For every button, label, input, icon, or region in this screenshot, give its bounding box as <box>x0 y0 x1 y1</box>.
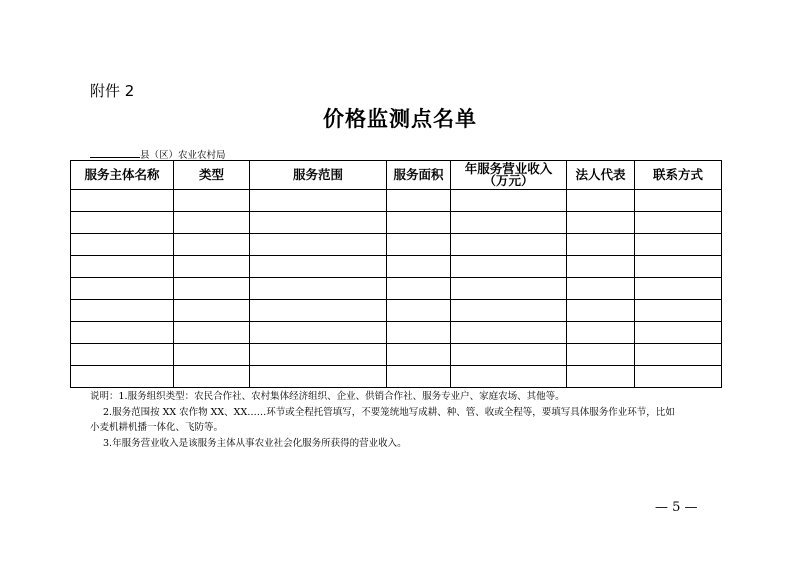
table-row <box>71 300 722 322</box>
header-entity-name: 服务主体名称 <box>71 161 174 190</box>
bureau-line <box>90 147 226 161</box>
table-cell <box>567 278 635 300</box>
table-cell <box>635 190 722 212</box>
bureau-suffix: 县（区）农业农村局 <box>140 150 226 161</box>
table-cell <box>71 190 174 212</box>
table-cell <box>387 322 451 344</box>
header-row <box>71 161 722 190</box>
monitoring-points-table <box>70 160 722 388</box>
table-cell <box>71 256 174 278</box>
table-cell <box>635 300 722 322</box>
note-2-continued: 小麦机耕机播一体化、飞防等。 <box>90 422 224 433</box>
table-cell <box>567 212 635 234</box>
page-number: — 5 — <box>655 500 698 515</box>
table-cell <box>635 212 722 234</box>
table-cell <box>250 278 387 300</box>
table-row <box>71 344 722 366</box>
notes-section <box>90 389 720 451</box>
table-cell <box>250 234 387 256</box>
table-cell <box>387 344 451 366</box>
table-row <box>71 366 722 388</box>
note-1: 说明：1.服务组织类型：农民合作社、农村集体经济组织、企业、供销合作社、服务专业户、家庭农场、其他等。 <box>90 391 565 402</box>
table-cell <box>174 256 250 278</box>
table-cell <box>387 212 451 234</box>
note-2: 2.服务范围按 XX 农作物 XX、XX……环节或全程托管填写，不要笼统地写成耕、种、管、收或全程等，要填写具体服务作业环节，比如 <box>103 406 675 418</box>
table-cell <box>451 344 567 366</box>
table-cell <box>451 212 567 234</box>
table-row <box>71 212 722 234</box>
table-row <box>71 256 722 278</box>
table-cell <box>567 234 635 256</box>
table-cell <box>451 366 567 388</box>
table-cell <box>451 256 567 278</box>
table-cell <box>174 278 250 300</box>
table-cell <box>635 234 722 256</box>
county-blank-field <box>90 148 140 158</box>
table-cell <box>71 212 174 234</box>
table-cell <box>250 190 387 212</box>
table-cell <box>635 278 722 300</box>
page-title: 价格监测点名单 <box>323 107 477 131</box>
table-cell <box>250 322 387 344</box>
table-cell <box>174 212 250 234</box>
table-cell <box>174 234 250 256</box>
table-cell <box>174 344 250 366</box>
table-cell <box>567 344 635 366</box>
table-row <box>71 190 722 212</box>
header-service-area: 服务面积 <box>387 161 451 190</box>
header-contact: 联系方式 <box>635 161 722 190</box>
table-cell <box>451 322 567 344</box>
table-cell <box>250 212 387 234</box>
note-3: 3.年服务营业收入是该服务主体从事农业社会化服务所获得的营业收入。 <box>103 437 407 449</box>
table-cell <box>250 300 387 322</box>
table-cell <box>567 300 635 322</box>
table-cell <box>451 300 567 322</box>
table-cell <box>387 278 451 300</box>
table-cell <box>71 344 174 366</box>
header-type: 类型 <box>174 161 250 190</box>
table-row <box>71 278 722 300</box>
table-cell <box>387 256 451 278</box>
table-cell <box>635 366 722 388</box>
header-annual-revenue <box>451 161 567 190</box>
table-cell <box>174 322 250 344</box>
table-cell <box>174 366 250 388</box>
table-cell <box>635 322 722 344</box>
table-cell <box>635 256 722 278</box>
header-service-scope: 服务范围 <box>250 161 387 190</box>
header-annual-revenue-unit: （万元） <box>483 173 534 188</box>
table-cell <box>451 278 567 300</box>
table-cell <box>250 344 387 366</box>
table-cell <box>451 190 567 212</box>
table-cell <box>567 190 635 212</box>
table-cell <box>567 322 635 344</box>
table-cell <box>71 234 174 256</box>
table-cell <box>635 344 722 366</box>
table-cell <box>567 366 635 388</box>
table-cell <box>567 256 635 278</box>
table-cell <box>174 190 250 212</box>
table-cell <box>387 300 451 322</box>
table-cell <box>387 190 451 212</box>
table-cell <box>387 234 451 256</box>
table-cell <box>387 366 451 388</box>
header-legal-rep: 法人代表 <box>567 161 635 190</box>
header-annual-revenue-line1: 年服务营业收入 <box>464 161 553 176</box>
table-cell <box>250 366 387 388</box>
table-cell <box>71 322 174 344</box>
table-cell <box>250 256 387 278</box>
table-row <box>71 322 722 344</box>
table-cell <box>71 300 174 322</box>
table-row <box>71 234 722 256</box>
table-cell <box>451 234 567 256</box>
table-cell <box>71 278 174 300</box>
attachment-label: 附件 2 <box>90 82 135 100</box>
table-body <box>71 190 722 388</box>
table-cell <box>71 366 174 388</box>
table-cell <box>174 300 250 322</box>
